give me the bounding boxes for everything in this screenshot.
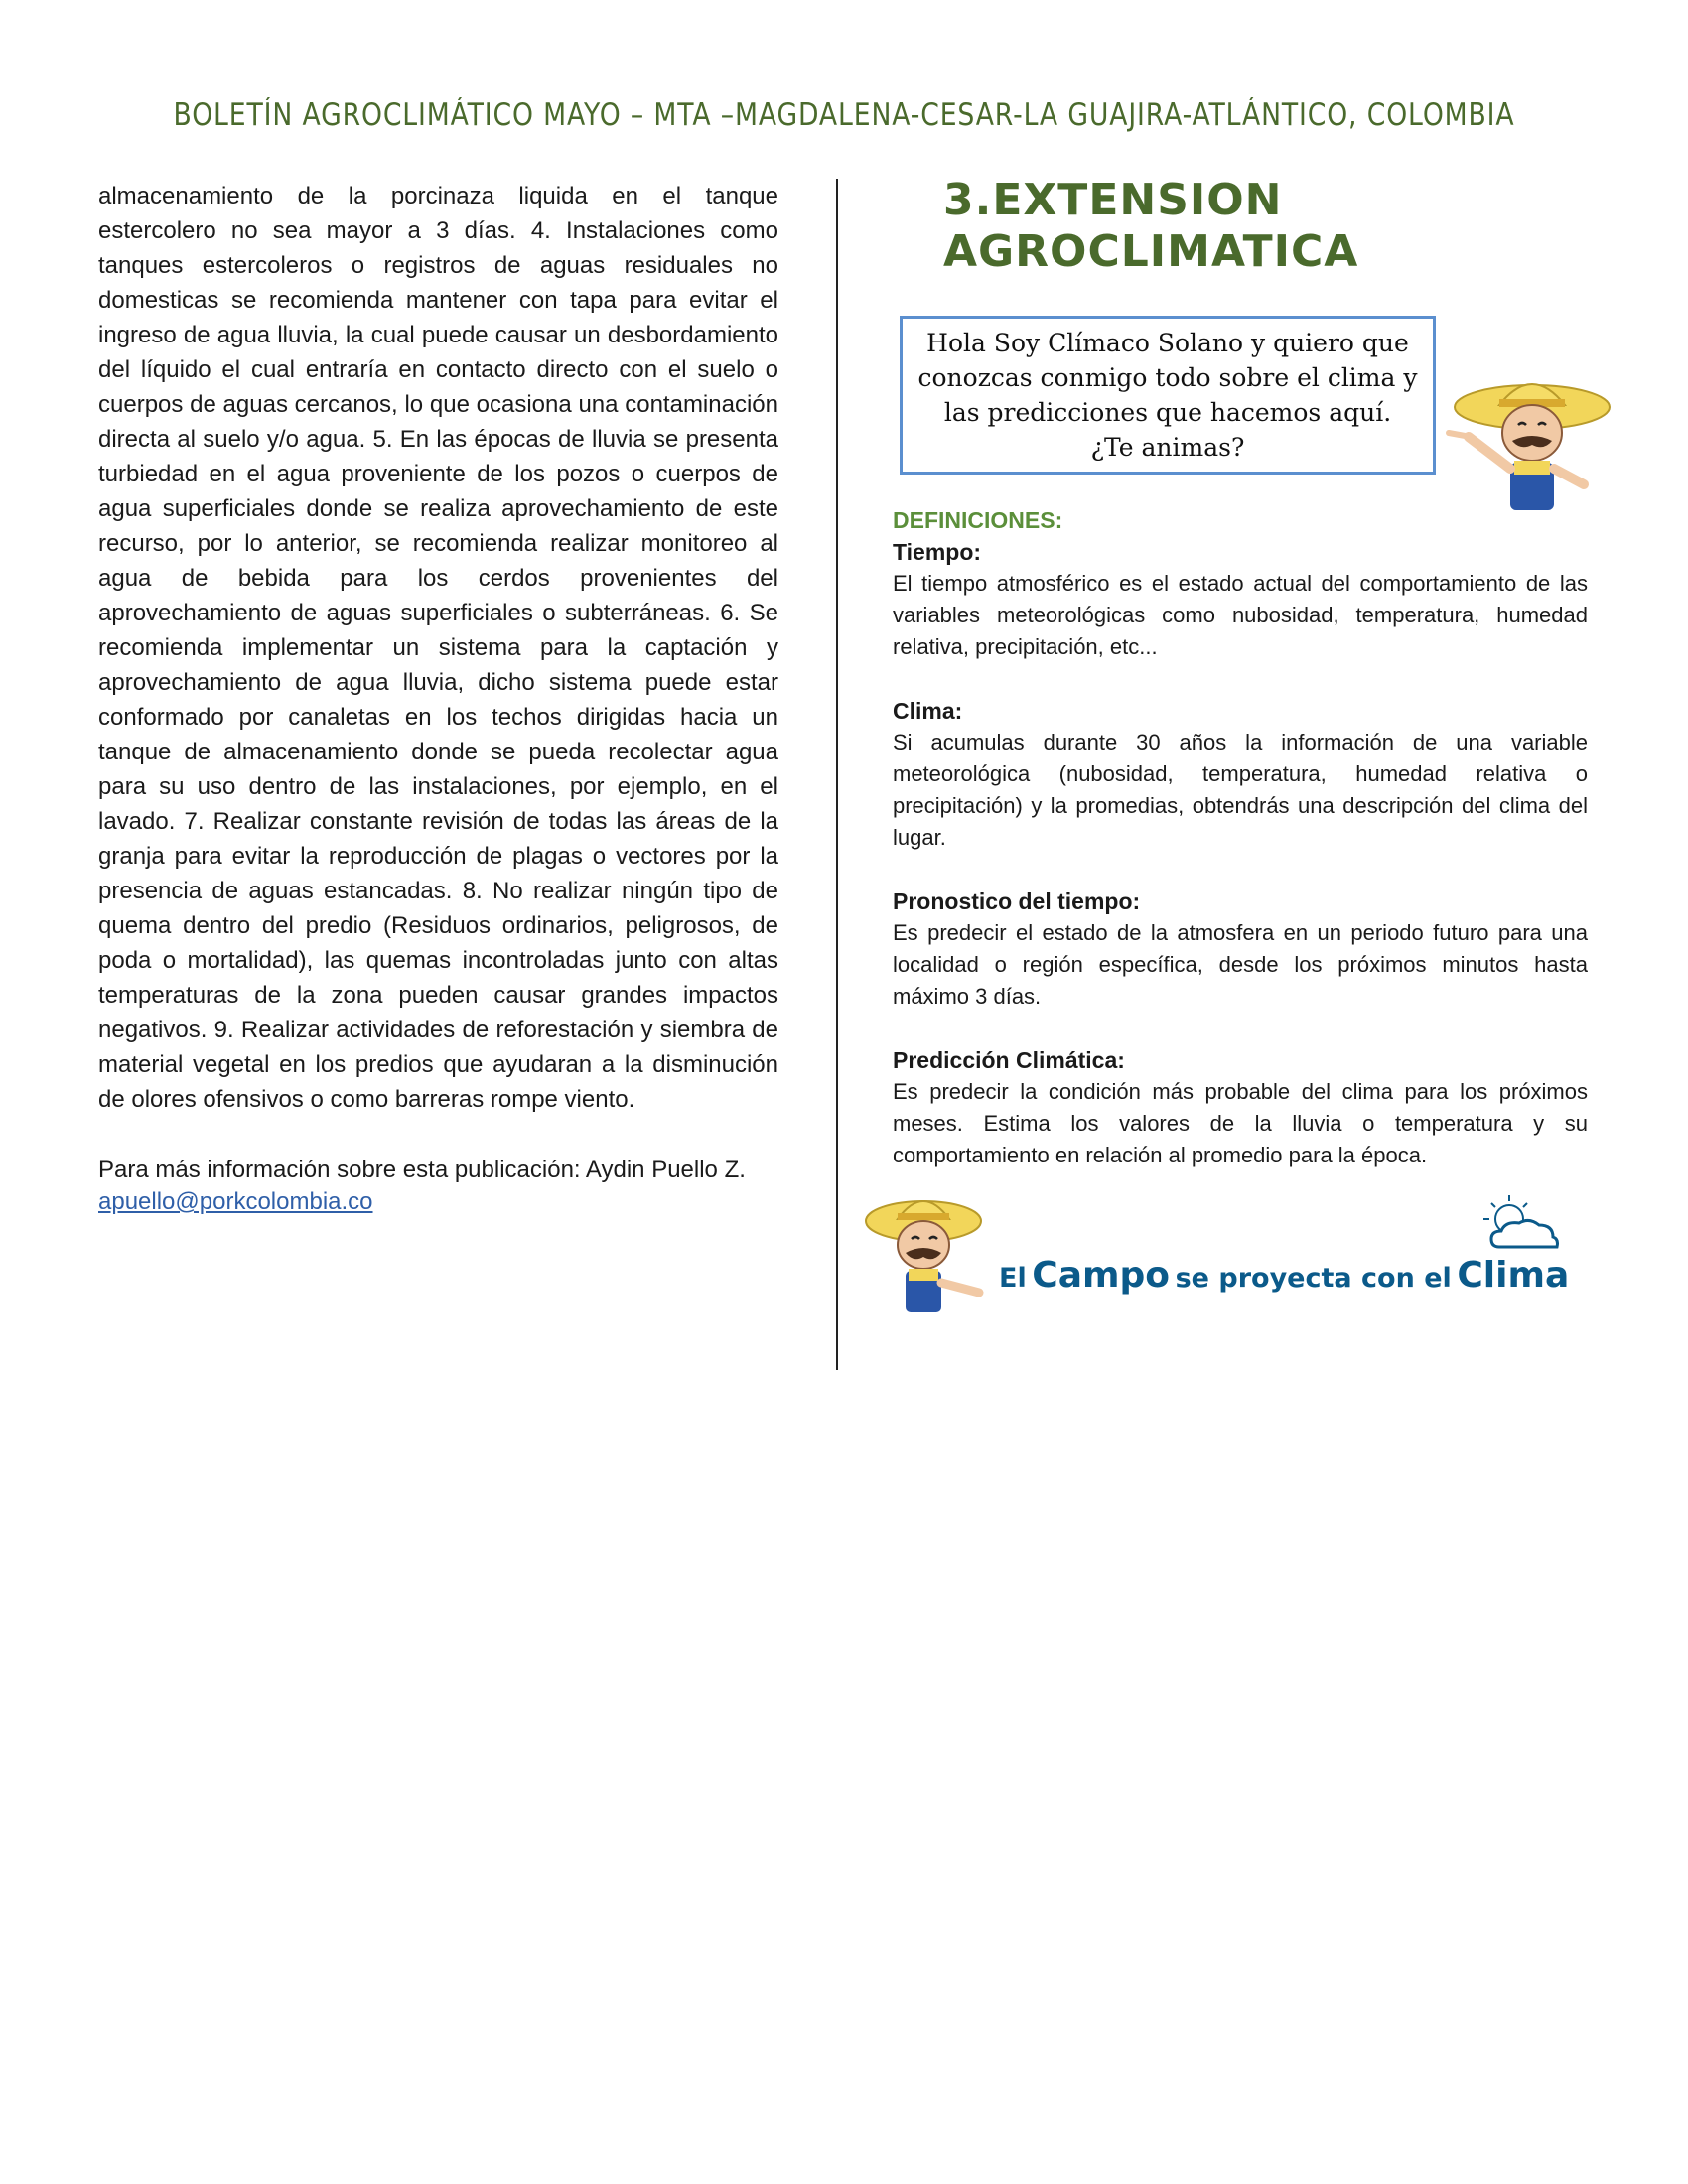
- greeting-line2: conozcas conmigo todo sobre el clima y: [917, 363, 1418, 392]
- sun-cloud-icon: [1470, 1191, 1569, 1261]
- recommendations-text: almacenamiento de la porcinaza liquida en el tanque estercolero no sea mayor a 3 días. 4. Instalaciones como tanques estercoleros o registros de aguas residuales no domesticas se recomienda mantener con tapa para evitar el ingreso de agua lluvia, la cual puede causar un desbordamiento del líquido el cual entraría en contacto directo con el suelo o cuerpos de aguas cercanos, lo que ocasiona una contaminación directa al suelo y/o agua. 5. En las épocas de lluvia se presenta turbiedad en el agua proveniente de los pozos o cuerpos de agua superficiales donde se realiza aprovechamiento de este recurso, por lo anterior, se recomienda realizar monitoreo al agua de bebida para los cerdos provenientes del aprovechamiento de aguas superficiales o subterráneas. 6. Se recomienda implementar un sistema para la captación y aprovechamiento de agua lluvia, dicho sistema puede estar conformado por canaletas en los techos dirigidas hacia un tanque de almacenamiento donde se pueda recolectar agua para su uso dentro de las instalaciones, por ejemplo, en el lavado. 7. Realizar constante revisión de todas las áreas de la granja para evitar la reproducción de plagas o vectores por la presencia de aguas estancadas. 8. No realizar ningún tipo de quema dentro del predio (Residuos ordinarios, peligrosos, de poda o mortalidad), las quemas incontroladas junto con altas temperaturas de la zona pueden causar grandes impactos negativos. 9. Realizar actividades de reforestación y siembra de material vegetal en los predios que ayudaran a la disminución de olores ofensivos o como barreras rompe viento.: [98, 183, 778, 1113]
- campaign-logo: [862, 1183, 1587, 1322]
- definition-item: [893, 695, 1588, 854]
- definition-term: Predicción Climática:: [893, 1047, 1125, 1073]
- slogan-middle: se proyecta con el: [1175, 1263, 1452, 1294]
- bulletin-header: BOLETÍN AGROCLIMÁTICO MAYO – MTA –MAGDALENA-CESAR-LA GUAJIRA-ATLÁNTICO, COLOMBIA: [173, 97, 1515, 133]
- left-column: [98, 179, 778, 1218]
- definition-term: Tiempo:: [893, 539, 982, 565]
- farmer-mascot-icon: [1445, 365, 1623, 519]
- definition-text: Si acumulas durante 30 años la información de una variable meteorológica (nubosidad, temperatura, humedad relativa o precipitación) y la promedias, obtendrás una descripción del clima del lugar.: [893, 730, 1588, 850]
- greeting-line4: ¿Te animas?: [1090, 433, 1245, 462]
- campaign-slogan: [999, 1255, 1569, 1296]
- definition-text: Es predecir la condición más probable del clima para los próximos meses. Estima los valores de la lluvia o temperatura y su comportamiento en relación al promedio para la época.: [893, 1079, 1588, 1167]
- definition-item: [893, 886, 1588, 1013]
- slogan-word-el: El: [999, 1263, 1027, 1294]
- definitions-label: DEFINICIONES:: [893, 507, 1063, 533]
- section-title-line1: 3.EXTENSION: [943, 175, 1283, 225]
- definitions-section: [893, 504, 1588, 1203]
- definition-text: Es predecir el estado de la atmosfera en un periodo futuro para una localidad o región específica, desde los próximos minutos hasta máximo 3 días.: [893, 920, 1588, 1009]
- greeting-line1: Hola Soy Clímaco Solano y quiero que: [926, 329, 1409, 357]
- slogan-word-campo: Campo: [1032, 1255, 1171, 1296]
- contact-text: Para más información sobre esta publicación: Aydin Puello Z.: [98, 1157, 746, 1183]
- greeting-line3: las predicciones que hacemos aquí.: [943, 398, 1392, 427]
- column-divider: [836, 179, 838, 1370]
- greeting-box: [900, 316, 1436, 475]
- definition-term: Clima:: [893, 698, 963, 724]
- farmer-pointing-icon: [862, 1183, 991, 1322]
- section-title: [943, 175, 1358, 278]
- contact-email-link[interactable]: apuello@porkcolombia.co: [98, 1188, 373, 1215]
- definition-text: El tiempo atmosférico es el estado actual del comportamiento de las variables meteorológicas como nubosidad, temperatura, humedad relativa, precipitación, etc...: [893, 571, 1588, 659]
- section-title-line2: AGROCLIMATICA: [943, 226, 1359, 277]
- slogan-word-clima: Clima: [1457, 1255, 1570, 1296]
- definition-item: [893, 1044, 1588, 1171]
- contact-info: [98, 1155, 778, 1218]
- definition-item: [893, 536, 1588, 663]
- definition-term: Pronostico del tiempo:: [893, 888, 1141, 914]
